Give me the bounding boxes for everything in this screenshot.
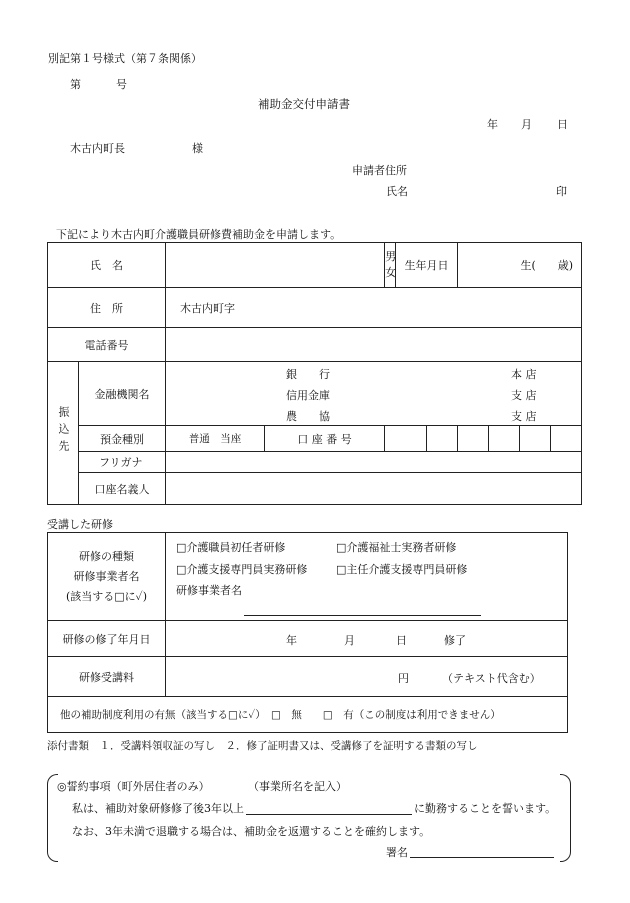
signature-line[interactable] <box>410 857 554 858</box>
addressee-honorific: 様 <box>192 142 203 155</box>
bank-field[interactable] <box>166 362 582 426</box>
signature-label: 署名 <box>386 846 408 859</box>
pledge-heading-note: （事業所名を記入） <box>248 780 347 793</box>
completion-day: 日 <box>396 634 407 647</box>
workplace-name-line[interactable] <box>246 814 412 815</box>
addressee: 木古内町長 <box>70 142 125 155</box>
branch-head: 本 店 <box>511 368 537 381</box>
seal-mark: 印 <box>556 185 567 198</box>
furikomi-label: 振込先 <box>57 406 70 457</box>
account-digit-2[interactable] <box>427 426 458 452</box>
form-number: 別記第１号様式（第７条関係） <box>48 52 202 65</box>
deposit-options[interactable]: 普通 当座 <box>166 426 265 452</box>
birth-field[interactable] <box>458 243 582 288</box>
address-label: 住 所 <box>48 288 166 328</box>
branch-1: 支 店 <box>511 389 537 402</box>
address-field[interactable] <box>166 288 582 328</box>
gender-male: 男 <box>385 250 397 263</box>
birth-label: 生年月日 <box>396 243 458 288</box>
other-subsidy-row[interactable]: 他の補助制度利用の有無（該当する□に✓） □ 無 □ 有（この制度は利用できません） <box>48 697 568 733</box>
bank-type-bank: 銀 行 <box>286 368 330 381</box>
date-year: 年 <box>487 118 498 131</box>
bank-type-nokyo: 農 協 <box>286 410 330 423</box>
name-label: 氏 名 <box>48 243 166 288</box>
training-option-1[interactable]: □介護職員初任者研修 <box>176 541 286 554</box>
training-type-label-cell <box>48 533 166 621</box>
pledge-line-2: なお、3年未満で退職する場合は、補助金を返還することを確約します。 <box>72 825 431 838</box>
account-digit-3[interactable] <box>458 426 489 452</box>
bank-type-shinkin: 信用金庫 <box>286 389 330 402</box>
training-option-2[interactable]: □介護福祉士実務者研修 <box>336 541 457 554</box>
holder-field[interactable] <box>166 473 582 505</box>
training-provider-label: 研修事業者名 <box>73 569 140 583</box>
applicant-address-label: 申請者住所 <box>352 164 407 177</box>
training-table <box>47 532 568 733</box>
name-field[interactable] <box>166 243 385 288</box>
furikomi-label-cell <box>48 362 79 505</box>
holder-label: 口座名義人 <box>79 473 166 505</box>
pledge-bracket-right <box>560 774 571 862</box>
applicant-name-label: 氏名 <box>386 185 408 198</box>
gender-cell[interactable] <box>385 243 396 288</box>
training-type-label: 研修の種類 <box>79 549 134 563</box>
training-option-3[interactable]: □介護支援専門員実務研修 <box>176 563 308 576</box>
furigana-field[interactable] <box>166 452 582 473</box>
gender-female: 女 <box>385 266 397 279</box>
training-option-4[interactable]: □主任介護支援専門員研修 <box>336 563 468 576</box>
doc-number-suffix: 号 <box>116 78 127 91</box>
phone-label: 電話番号 <box>48 328 166 362</box>
address-value: 木古内町字 <box>180 301 235 315</box>
fee-label: 研修受講料 <box>48 657 166 697</box>
attachments-note: 添付書類 １．受講料領収証の写し ２．修了証明書又は、受講修了を証明する書類の写し <box>47 740 478 752</box>
intro-text: 下記により木古内町介護職員研修費補助金を申請します。 <box>56 228 342 241</box>
pledge-heading: ◎誓約事項（町外居住者のみ） <box>57 780 210 793</box>
branch-2: 支 店 <box>511 410 537 423</box>
furigana-label: フリガナ <box>79 452 166 473</box>
account-digit-5[interactable] <box>520 426 551 452</box>
fee-field[interactable] <box>166 657 568 697</box>
date-month: 月 <box>521 118 532 131</box>
birth-suffix: 生( 歳) <box>520 259 574 272</box>
account-number-label: 口 座 番 号 <box>265 426 385 452</box>
doc-number-label: 第 <box>70 78 81 91</box>
account-digit-4[interactable] <box>489 426 520 452</box>
date-day: 日 <box>557 118 568 131</box>
bank-label: 金融機関名 <box>79 362 166 426</box>
completion-year: 年 <box>286 634 297 647</box>
completion-month: 月 <box>344 634 355 647</box>
account-digit-6[interactable] <box>551 426 582 452</box>
page-title: 補助金交付申請書 <box>258 97 350 111</box>
provider-name-line[interactable] <box>244 615 481 616</box>
deposit-label: 預金種別 <box>79 426 166 452</box>
pledge-line-1b: に勤務することを誓います。 <box>414 802 557 815</box>
training-check-hint: (該当する□に✓) <box>65 589 148 603</box>
training-options-cell <box>166 533 568 621</box>
applicant-table <box>47 242 582 505</box>
phone-field[interactable] <box>166 328 582 362</box>
completion-suffix: 修了 <box>444 634 466 647</box>
provider-name-label: 研修事業者名 <box>176 584 242 597</box>
account-digit-1[interactable] <box>385 426 427 452</box>
completion-label: 研修の修了年月日 <box>48 621 166 657</box>
completion-field[interactable] <box>166 621 568 657</box>
training-heading: 受講した研修 <box>47 518 113 531</box>
pledge-line-1a: 私は、補助対象研修修了後3年以上 <box>72 802 244 815</box>
fee-note: （テキスト代含む） <box>442 672 541 685</box>
fee-unit: 円 <box>398 672 409 685</box>
